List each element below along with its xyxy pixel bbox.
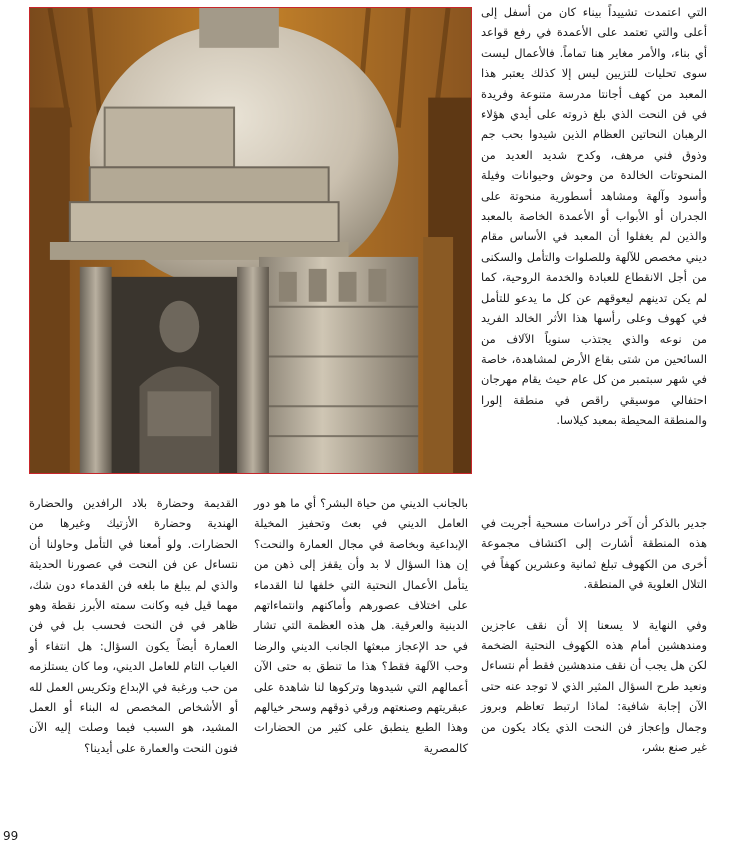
article-column-left bbox=[29, 493, 238, 758]
paragraph: بالجانب الديني من حياة البشر؟ أي ما هو دور العامل الديني في بعث وتحفيز المخيلة الإبداعية وبخاصة في مجال العمارة والنحت؟ إن هذا السؤال لا بد وأن يقفز إلى ذهن من يتأمل الأعمال النحتية التي خلفها لنا القدماء على اختلاف عصورهم وأماكنهم وانتماءاتهم الدينية والعرقية. هل هذه العظمة التي تشار في حد الإعجاز مبعثها الجانب الديني والرضا وحب الآلهة فقط؟ هذا ما تنطق به حتى الآن أعمالهم التي شيدوها وتركوها لنا شاهدة على عبقريتهم وصنعتهم ورقي ذوقهم وسحر خيالهم وهذا الطبع ينطبق على كثير من الحضارات كالمصرية bbox=[254, 496, 468, 755]
paragraph: التي اعتمدت تشييداً بيناء كان من أسفل إلى أعلى والتي تعتمد على الأعمدة في رفع قواعد أي بناء، والأمر مغاير هنا تماماً. فالأعمال ليست سوى تحليات للتزيين ليس إلا كذلك يعتبر هذا المعبد من كهف أجانتا مدرسة متنوعة وفريدة في فن النحت الذي بلغ ذروته على أيدي هؤلاء الرهبان النحاتين العظام الذين شيدوا بحب جم وذوق فني مرهف، وكدح شديد العديد من المنحوتات الخالدة من وحوش وحيوانات وفيلة وأسود وآلهة ومشاهد أسطورية منحوتة على الجدران أو الأبواب أو الأعمدة الخاصة بالمعبد والذين لم يغفلوا أن المعبد في الأساس مقام ديني مخصص للآلهة وللصلوات والتأمل والسكنى من أجل الانقطاع للعبادة والخدمة الروحية، كما لم يكن تدينهم ليعوقهم عن كل ما يدعو للتأمل في كهوف وعلى رأسها هذا الأثر الخالد الفريد من نوعه والذي يجتذب سنوياً الآلاف من السائحين من شتى بقاع الأرض لمشاهدة، خاصة في شهر سبتمبر من كل عام حيث يقام مهرجان احتفالي موسيقي راقص في منطقة إلورا والمنطقة المحيطة بمعبد كيلاسا. bbox=[481, 5, 707, 428]
paragraph: القديمة وحضارة بلاد الرافدين والحضارة الهندية وحضارة الأزتيك وغيرها من الحضارات. ولو أمعنا في التأمل وحاولنا أن نتساءل عن فن النحت في عصورنا الحديثة والذي لم يبلغ ما بلغه فن القدماء دون شك، مهما قيل فيه وكانت سمته الأبرز نقطة وهو ظاهر في فن النحت فحسب بل في فن العمارة أيضاً يكون السؤال: هل انتفاء أو الغياب التام للعامل الديني، وما كان يستلزمه من حب ورغبة في الإبداع وتكريس العمل لله أو الأشخاص المخصص له البناء أو العمل المشيد، هو السبب فيما وصلت إليه الآن فنون النحت والعمارة على أيدينا؟ bbox=[29, 496, 238, 755]
cave-stupa-illustration bbox=[30, 8, 471, 473]
page-number: 99 bbox=[3, 829, 19, 843]
article-column-right-top bbox=[481, 2, 707, 431]
article-column-right-bottom bbox=[481, 513, 707, 757]
stupa-photo bbox=[29, 7, 472, 474]
article-column-middle bbox=[254, 493, 468, 758]
paragraph: جدير بالذكر أن آخر دراسات مسحية أجريت في هذه المنطقة أشارت إلى اكتشاف مجموعة أخرى من الكهوف تبلغ ثمانية وعشرين كهفاً في التلال العلوية في المنطقة. bbox=[481, 516, 707, 592]
paragraph: وفي النهاية لا يسعنا إلا أن نقف عاجزين ومندهشين أمام هذه الكهوف النحتية الضخمة لكن هل يجب أن نقف مندهشين فقط أم نتساءل ونعيد طرح السؤال المثير الذي لا توجد عنه حتى الآن إجابة شافية: لماذا ارتبط تعاظم وبروز وجمال وإعجاز فن النحت الذي يكاد يكون من غير صنع بشر، bbox=[481, 617, 707, 755]
